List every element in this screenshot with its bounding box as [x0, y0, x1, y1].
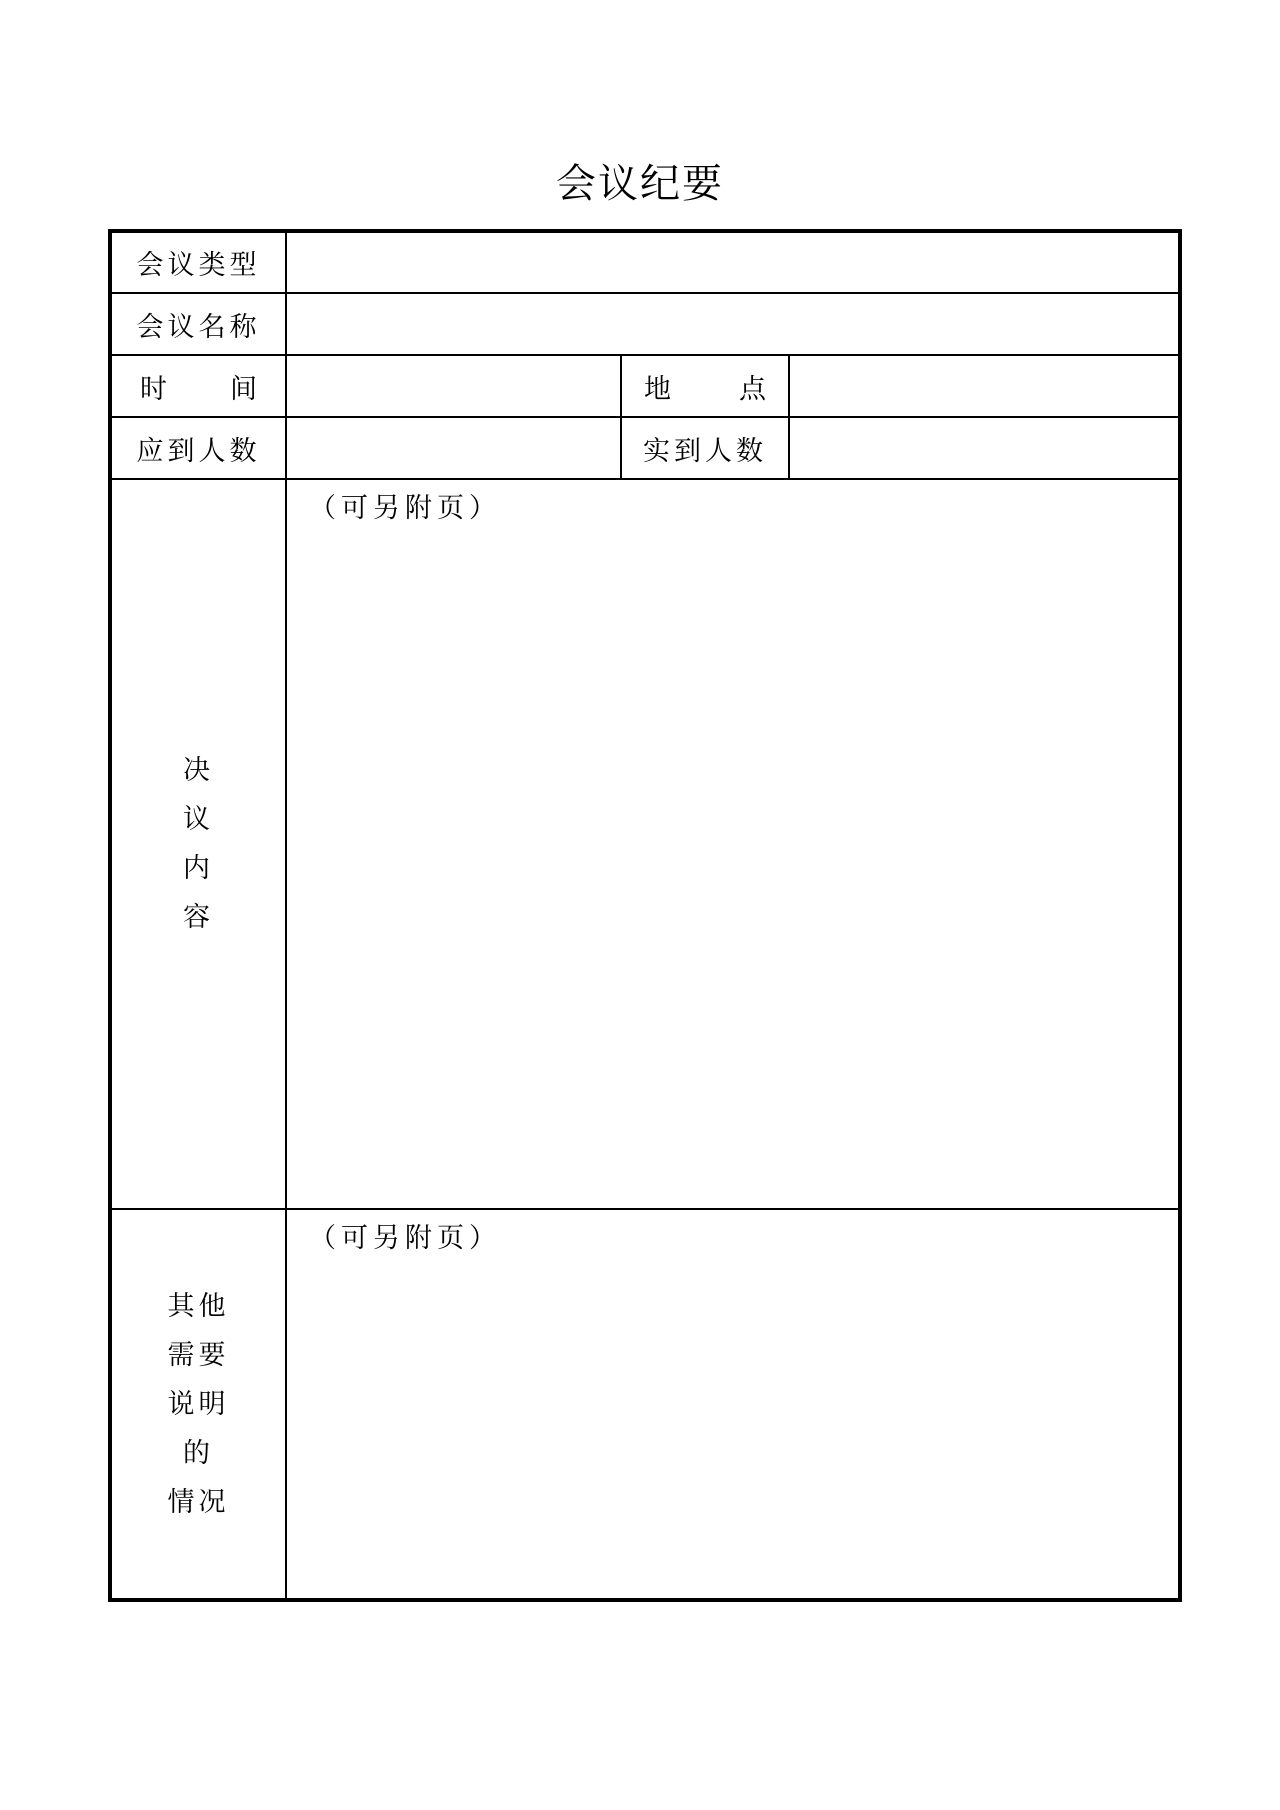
resolution-label-line: 议 [183, 804, 214, 835]
other-notes-label-line: 说明 [167, 1388, 230, 1420]
resolution-label-line: 内 [183, 853, 214, 884]
row-other-notes [110, 1209, 1180, 1600]
time-field[interactable] [286, 355, 621, 417]
meeting-name-field[interactable] [286, 293, 1180, 355]
other-notes-label [110, 1209, 286, 1600]
meeting-type-field[interactable] [286, 231, 1180, 293]
resolution-label [110, 479, 286, 1209]
meeting-name-label: 会议名称 [110, 293, 286, 355]
meeting-type-label: 会议类型 [110, 231, 286, 293]
other-notes-label-line: 其他 [167, 1290, 230, 1322]
page-title: 会议纪要 [556, 161, 724, 207]
time-label: 时 间 [110, 355, 286, 417]
resolution-label-line: 容 [183, 902, 214, 933]
actual-attendees-label: 实到人数 [621, 417, 789, 479]
other-notes-content-field[interactable] [286, 1209, 1180, 1600]
row-meeting-name [110, 293, 1180, 355]
row-resolution [110, 479, 1180, 1209]
other-notes-attachment-note: （可另附页） [309, 1223, 501, 1254]
row-meeting-type [110, 231, 1180, 293]
other-notes-label-line: 的 [183, 1437, 214, 1469]
meeting-minutes-form [108, 229, 1182, 1602]
location-field[interactable] [789, 355, 1180, 417]
actual-attendees-field[interactable] [789, 417, 1180, 479]
resolution-attachment-note: （可另附页） [309, 493, 501, 524]
other-notes-label-line: 情况 [167, 1486, 230, 1518]
row-time-location [110, 355, 1180, 417]
resolution-label-line: 决 [183, 755, 214, 786]
expected-attendees-label: 应到人数 [110, 417, 286, 479]
resolution-content-field[interactable] [286, 479, 1180, 1209]
expected-attendees-field[interactable] [286, 417, 621, 479]
row-attendees [110, 417, 1180, 479]
other-notes-label-line: 需要 [167, 1339, 230, 1371]
location-label: 地 点 [621, 355, 789, 417]
